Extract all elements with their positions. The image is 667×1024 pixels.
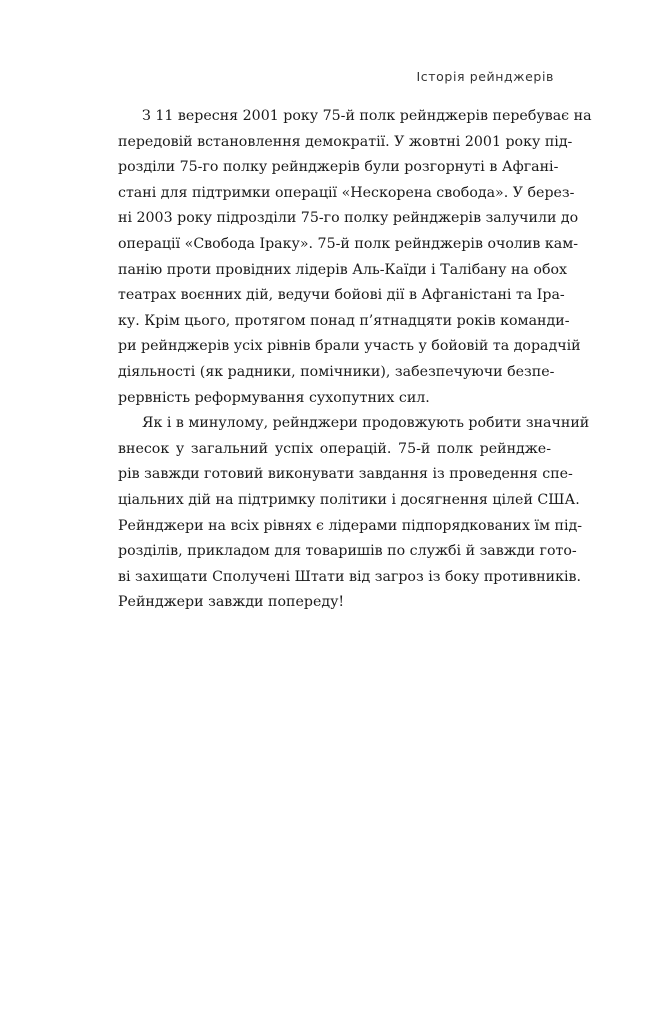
text-line: розділи 75-го полку рейнджерів були розгорнуті в Афгані-: [118, 159, 559, 176]
text-line: панію проти провідних лідерів Аль-Каїди і Талібану на обох: [118, 261, 568, 278]
body-text: [118, 104, 592, 616]
text-line: передовій встановлення демократії. У жовтні 2001 року під-: [118, 133, 573, 150]
text-line: ціальних дій на підтримку політики і досягнення цілей США.: [118, 491, 580, 508]
text-line: Рейнджери завжди попереду!: [118, 594, 345, 611]
text-line: операції «Свобода Іраку». 75-й полк рейнджерів очолив кам-: [118, 235, 579, 252]
text-line: рів завжди готовий виконувати завдання із проведення спе-: [118, 466, 573, 483]
paragraph-2: [118, 411, 590, 616]
text-line: З 11 вересня 2001 року 75-й полк рейнджерів перебуває на: [142, 108, 592, 124]
text-line: ри рейнджерів усіх рівнів брали участь у бойовій та дорадчій: [118, 338, 581, 355]
paragraph-1: [118, 104, 592, 411]
text-line: театрах воєнних дій, ведучи бойові дії в Афганістані та Іра-: [118, 287, 565, 304]
text-line: стані для підтримки операції «Нескорена свобода». У берез-: [118, 184, 575, 201]
text-line: ні 2003 року підрозділи 75-го полку рейнджерів залучили до: [118, 210, 579, 227]
running-header: Історія рейнджерів: [416, 69, 554, 84]
text-line: Як і в минулому, рейнджери продовжують робити значний: [142, 415, 590, 432]
text-line: рервність реформування сухопутних сил.: [118, 389, 430, 406]
text-line: ві захищати Сполучені Штати від загроз із боку противників.: [118, 568, 582, 585]
text-line: внесок у загальний успіх операцій. 75-й полк рейндже-: [118, 440, 551, 457]
text-line: ку. Крім цього, протягом понад п’ятнадцяти років команди-: [118, 312, 570, 329]
text-line: розділів, прикладом для товаришів по службі й завжди гото-: [118, 543, 577, 560]
text-line: Рейнджери на всіх рівнях є лідерами підпорядкованих їм під-: [118, 517, 583, 534]
text-line: діяльності (як радники, помічники), забезпечуючи безпе-: [118, 363, 555, 380]
